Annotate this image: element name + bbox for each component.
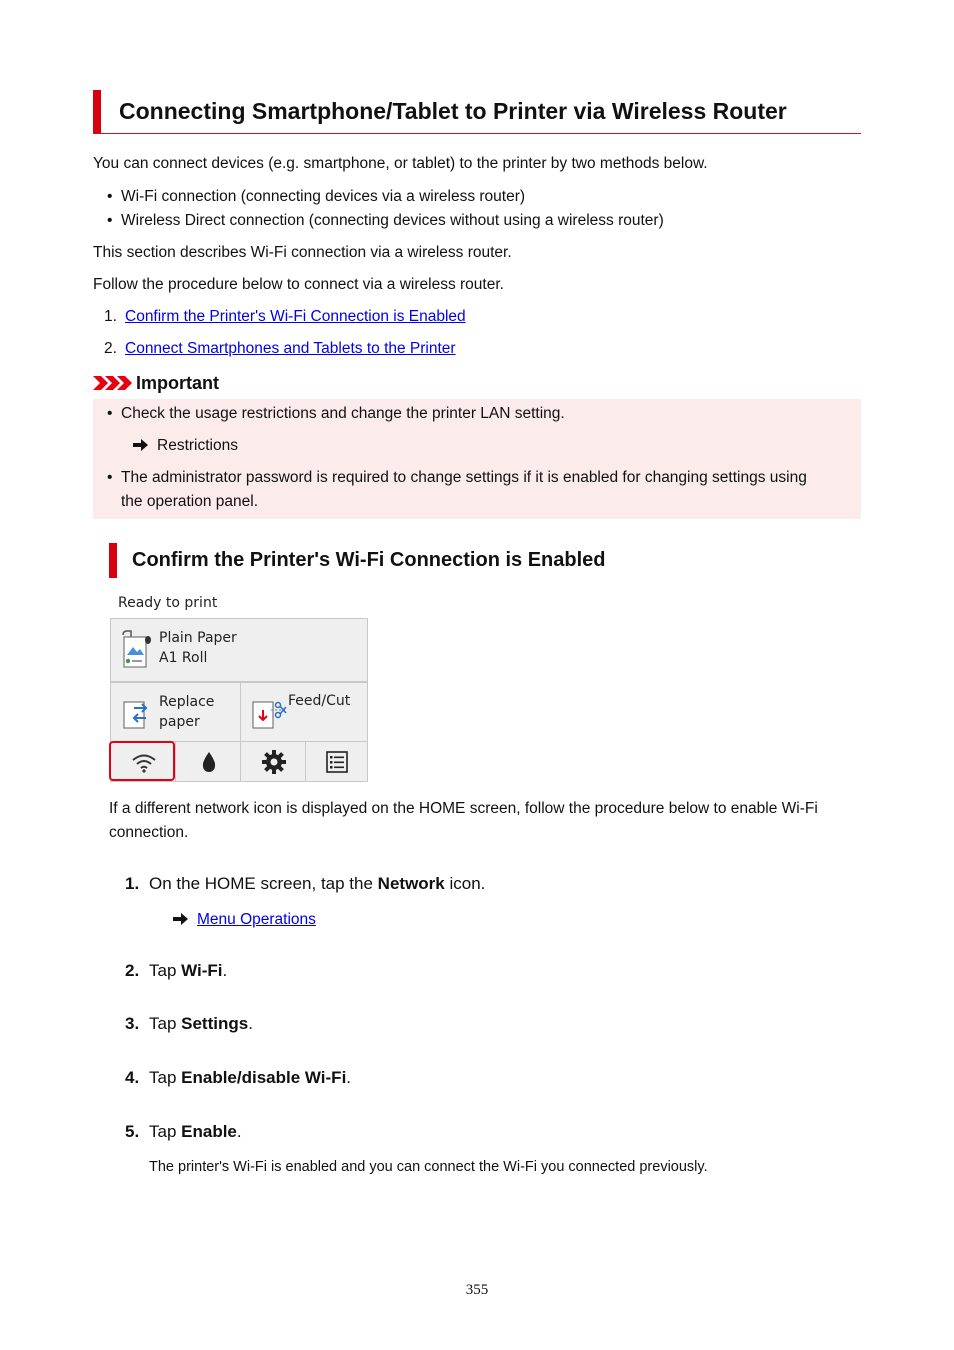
step-1: 1. On the HOME screen, tap the Network icon.: [125, 874, 486, 893]
important-item-cont: the operation panel.: [121, 493, 259, 510]
procedure-item: 1. Confirm the Printer's Wi-Fi Connection is Enabled: [104, 308, 466, 325]
intro-text: You can connect devices (e.g. smartphone, or tablet) to the printer by two methods below.: [93, 155, 708, 172]
replace-paper-button[interactable]: [110, 682, 241, 742]
step-5: 5. Tap Enable.: [125, 1122, 242, 1141]
heading-accent-bar: [93, 90, 101, 133]
replace-paper-icon: [122, 698, 152, 730]
follow-text: Follow the procedure below to connect via a wireless router.: [93, 276, 504, 293]
ink-button[interactable]: [175, 741, 241, 782]
important-box: [93, 399, 861, 519]
important-item: • Check the usage restrictions and change the printer LAN setting.: [107, 405, 565, 422]
ink-drop-icon: [201, 751, 217, 773]
procedure-link-confirm-wifi[interactable]: Confirm the Printer's Wi-Fi Connection is Enabled: [125, 308, 466, 325]
note-text-cont: connection.: [109, 824, 189, 841]
page-number: 355: [465, 1282, 489, 1298]
feed-cut-icon: [251, 698, 287, 730]
note-text: If a different network icon is displayed on the HOME screen, follow the procedure below to enable Wi-Fi: [109, 800, 818, 817]
paper-type: Plain Paper: [159, 630, 237, 646]
page-heading: [93, 90, 861, 134]
paper-size: A1 Roll: [159, 650, 208, 666]
screen-status: Ready to print: [118, 595, 218, 611]
replace-label-line2: paper: [159, 714, 200, 730]
method-item: • Wi-Fi connection (connecting devices via a wireless router): [107, 188, 526, 205]
step-2: 2. Tap Wi-Fi.: [125, 961, 228, 980]
section-heading: [109, 543, 709, 578]
restrictions-link[interactable]: Restrictions: [133, 437, 238, 455]
important-arrows-icon: [93, 374, 133, 392]
printer-home-screen: [110, 590, 368, 782]
gear-icon: [262, 750, 286, 774]
section-title: Confirm the Printer's Wi-Fi Connection is Enabled: [132, 549, 606, 571]
important-item: • The administrator password is required to change settings if it is enabled for changing settings using: [107, 469, 807, 486]
method-item: • Wireless Direct connection (connecting devices without using a wireless router): [107, 212, 664, 229]
list-icon: [326, 751, 348, 773]
paper-info-button[interactable]: [110, 618, 368, 682]
replace-label-line1: Replace: [159, 694, 215, 710]
menu-list-button[interactable]: [305, 741, 368, 782]
heading-accent-bar: [109, 543, 117, 578]
network-button-highlight: [109, 741, 175, 781]
step-3: 3. Tap Settings.: [125, 1014, 253, 1033]
procedure-item: 2. Connect Smartphones and Tablets to the Printer: [104, 340, 456, 357]
menu-operations-link[interactable]: Menu Operations: [173, 911, 316, 929]
feed-cut-button[interactable]: [240, 682, 368, 742]
paper-settings-icon: [119, 629, 153, 671]
arrow-right-icon: [173, 913, 189, 925]
step-4: 4. Tap Enable/disable Wi-Fi.: [125, 1068, 352, 1087]
arrow-right-icon: [133, 439, 149, 451]
feed-cut-label: Feed/Cut: [288, 693, 351, 709]
procedure-link-connect-devices[interactable]: Connect Smartphones and Tablets to the Printer: [125, 340, 456, 357]
settings-button[interactable]: [240, 741, 306, 782]
result-text: The printer's Wi-Fi is enabled and you can connect the Wi-Fi you connected previously.: [149, 1159, 708, 1175]
section-description: This section describes Wi-Fi connection via a wireless router.: [93, 244, 512, 261]
page-title: Connecting Smartphone/Tablet to Printer via Wireless Router: [119, 98, 787, 124]
